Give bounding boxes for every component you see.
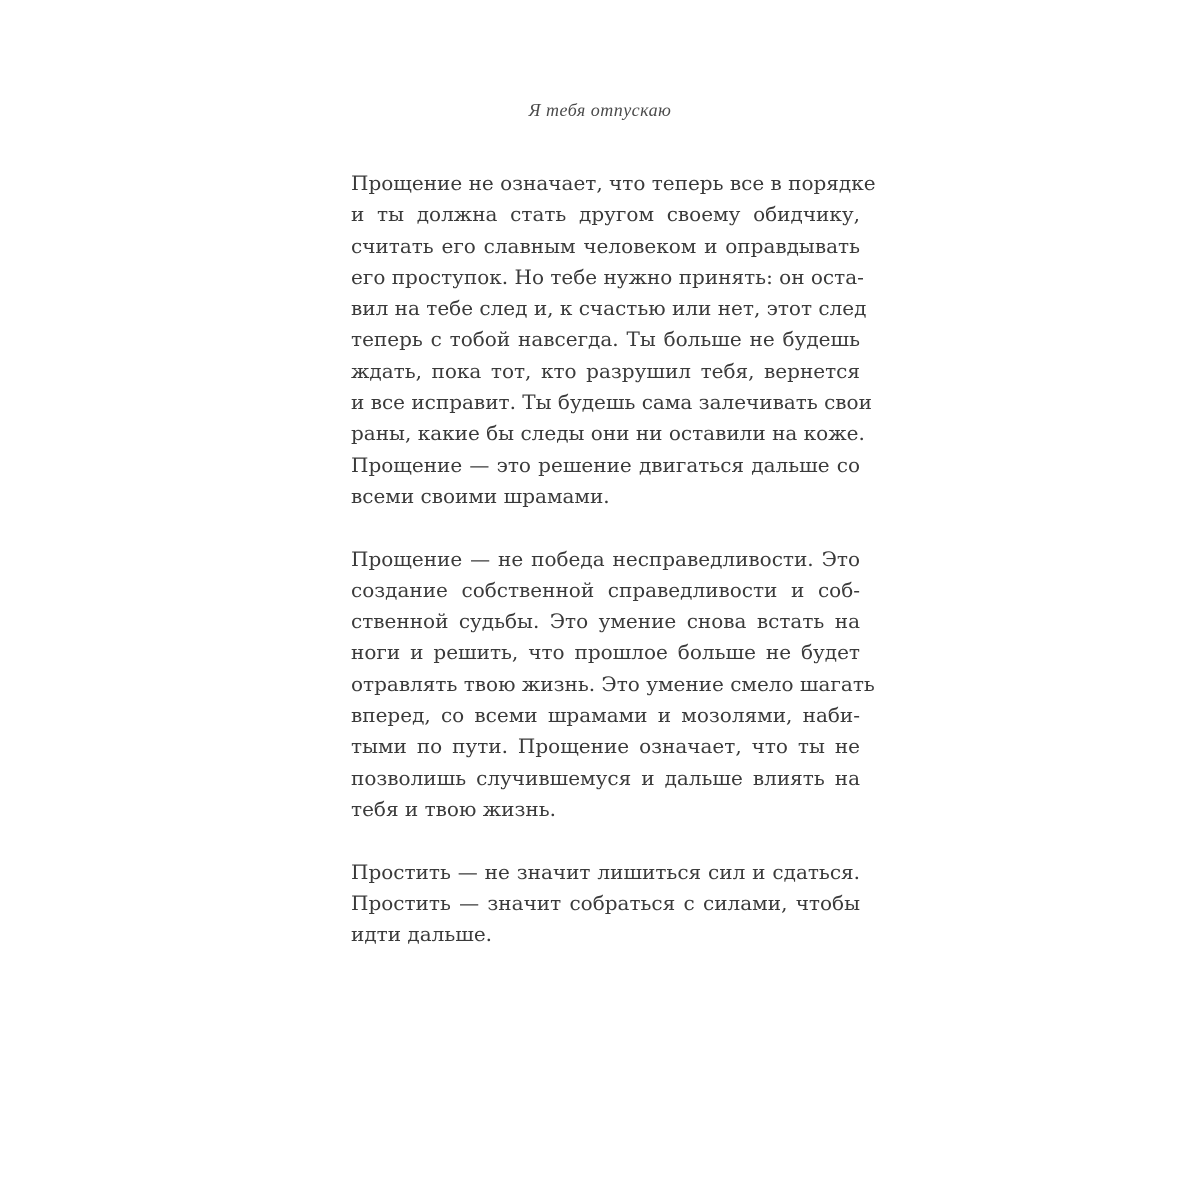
text-line: ственной судьбы. Это умение снова встать на <box>351 609 860 634</box>
text-line: создание собственной справедливости и соб- <box>351 577 860 602</box>
text-line: ждать, пока тот, кто разрушил тебя, вернется <box>351 358 860 383</box>
text-line: вил на тебе след и, к счастью или нет, этот след <box>351 296 867 321</box>
text-line: всеми своими шрамами. <box>351 483 610 508</box>
text-line: Прощение не означает, что теперь все в порядке <box>351 171 876 195</box>
running-head: Я тебя отпускаю <box>528 100 672 120</box>
text-line: Простить — не значит лишиться сил и сдаться. <box>351 859 860 884</box>
text-line: считать его славным человеком и оправдывать <box>351 233 860 258</box>
text-line: позволишь случившемуся и дальше влиять на <box>351 765 860 790</box>
text-line: теперь с тобой навсегда. Ты больше не будешь <box>351 327 860 352</box>
text-line: Прощение — это решение двигаться дальше со <box>351 452 860 477</box>
text-line: идти дальше. <box>351 922 493 947</box>
text-line: тебя и твою жизнь. <box>351 796 556 821</box>
text-line: и ты должна стать другом своему обидчику, <box>351 202 860 227</box>
paragraph-1 <box>351 168 876 512</box>
text-line: раны, какие бы следы они ни оставили на коже. <box>351 421 865 446</box>
text-line: Прощение — не победа несправедливости. Это <box>351 546 860 571</box>
paragraph-2 <box>351 544 875 826</box>
body-text <box>351 168 876 982</box>
text-line: его проступок. Но тебе нужно принять: он оста- <box>351 264 864 289</box>
text-line: и все исправит. Ты будешь сама залечивать свои <box>351 390 872 415</box>
text-line: ноги и решить, что прошлое больше не будет <box>351 640 860 665</box>
text-line: вперед, со всеми шрамами и мозолями, наби- <box>351 703 860 728</box>
text-line: тыми по пути. Прощение означает, что ты не <box>351 734 860 759</box>
paragraph-3 <box>351 857 860 951</box>
text-line: отравлять твою жизнь. Это умение смело шагать <box>351 671 875 696</box>
text-line: Простить — значит собраться с силами, чтобы <box>351 890 860 915</box>
